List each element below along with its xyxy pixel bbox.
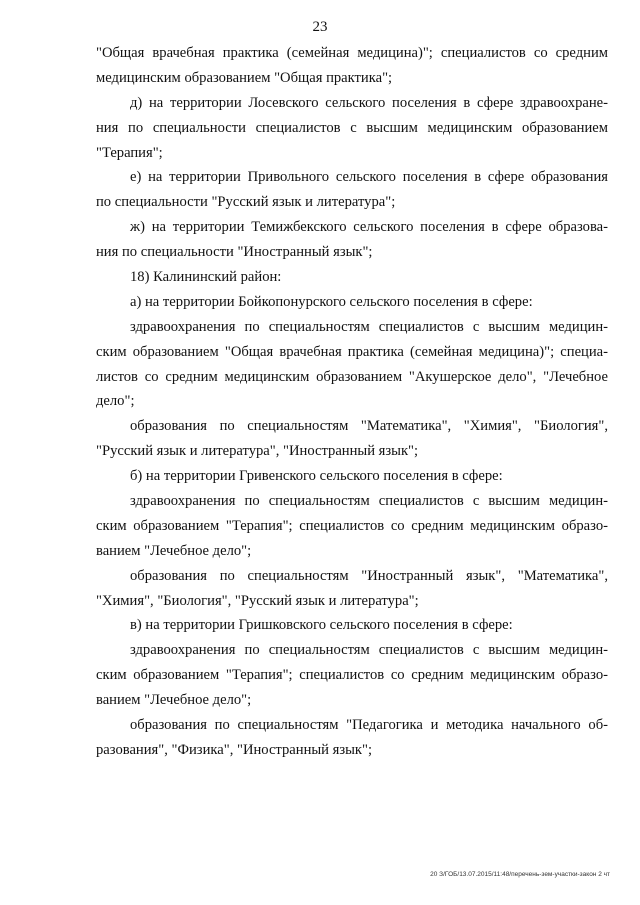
text-line: "Химия", "Биология", "Русский язык и литература"; [96,592,419,609]
page-number: 23 [312,19,328,35]
paragraph-start-line: образования по специальностям "Иностранный язык", "Математика", [130,567,608,584]
text-line: ванием "Лечебное дело"; [96,542,252,559]
text-line: "Общая врачебная практика (семейная медицина)"; специалистов со средним [96,45,608,61]
document-body [96,41,608,763]
text-line: дело"; [96,393,135,410]
section-heading: 18) Калининский район: [130,269,282,286]
footer-file-reference: 20 З/ГОБ/13.07.2015/11:48/перечень-зем-участки-закон 2 чт [430,871,610,878]
text-line: ванием "Лечебное дело"; [96,692,252,709]
paragraph-start-line: д) на территории Лосевского сельского поселения в сфере здравоохране- [130,94,608,111]
paragraph-start-line: ж) на территории Темижбекского сельского поселения в сфере образова- [130,219,608,236]
paragraph-start-line: здравоохранения по специальностям специалистов с высшим медицин- [130,493,608,510]
paragraph-start-line: здравоохранения по специальностям специалистов с высшим медицин- [130,318,608,335]
paragraph-start-line: здравоохранения по специальностям специалистов с высшим медицин- [130,642,608,659]
paragraph-start-line: е) на территории Привольного сельского поселения в сфере образования [130,169,608,186]
text-line: листов со средним медицинским образованием "Акушерское дело", "Лечебное [96,368,608,385]
text-line: ским образованием "Терапия"; специалистов со средним медицинским образо- [96,667,608,684]
text-line: ским образованием "Терапия"; специалистов со средним медицинским образо- [96,517,608,534]
text-line: медицинским образованием "Общая практика"; [96,69,393,86]
text-line: ния по специальности "Иностранный язык"; [96,244,373,261]
text-line: разования", "Физика", "Иностранный язык"; [96,741,373,758]
paragraph-start-line: образования по специальностям "Педагогика и методика начального об- [130,717,608,734]
text-line: "Русский язык и литература", "Иностранный язык"; [96,443,419,460]
paragraph-start-line: в) на территории Гришковского сельского поселения в сфере: [130,617,513,634]
text-line: ния по специальности специалистов с высшим медицинским образованием [96,119,608,136]
text-line: "Терапия"; [96,144,163,161]
text-line: по специальности "Русский язык и литература"; [96,194,396,211]
paragraph-start-line: б) на территории Гривенского сельского поселения в сфере: [130,468,503,485]
text-line: ским образованием "Общая врачебная практика (семейная медицина)"; специа- [96,343,608,360]
paragraph-start-line: а) на территории Бойкопонурского сельского поселения в сфере: [130,293,533,310]
paragraph-start-line: образования по специальностям "Математика", "Химия", "Биология", [130,418,608,435]
